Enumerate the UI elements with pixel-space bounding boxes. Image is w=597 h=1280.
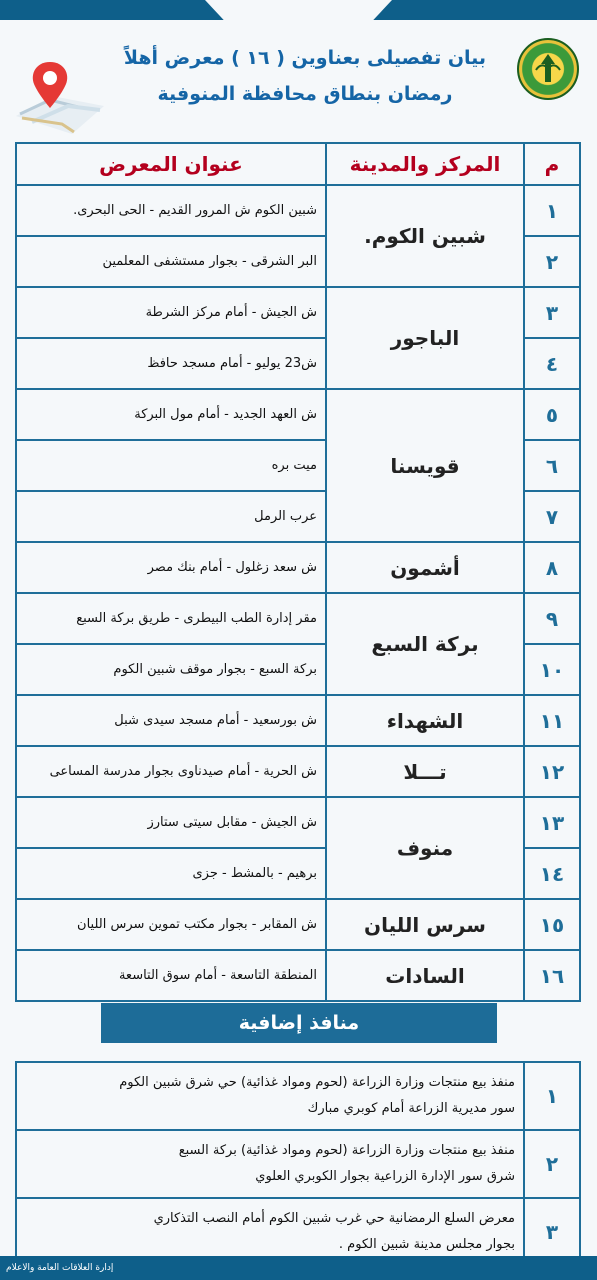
header-city: المركز والمدينة: [326, 143, 524, 185]
table-row: [16, 185, 580, 236]
table-row: [16, 1062, 580, 1130]
row-number: ١: [524, 185, 580, 236]
table-row: [16, 287, 580, 338]
row-number: ٥: [524, 389, 580, 440]
footer-text: إدارة العلاقات العامة والاعلام: [6, 1263, 114, 1273]
row-address: مقر إدارة الطب البيطرى - طريق بركة السبع: [16, 593, 326, 644]
outlet-line: سور مديرية الزراعة أمام كوبري مبارك: [307, 1101, 515, 1116]
row-address: عرب الرمل: [16, 491, 326, 542]
row-number: ٢: [524, 236, 580, 287]
city-name: الباجور: [326, 287, 524, 389]
row-number: ١٥: [524, 899, 580, 950]
table-row: [16, 542, 580, 593]
outlet-line: منفذ بيع منتجات وزارة الزراعة (لحوم ومواد غذائية) حي شرق شبين الكوم: [119, 1075, 515, 1090]
row-number: ١: [524, 1062, 580, 1130]
row-address: برهيم - بالمشط - جزى: [16, 848, 326, 899]
city-name: قويسنا: [326, 389, 524, 542]
row-number: ٣: [524, 287, 580, 338]
row-number: ١٤: [524, 848, 580, 899]
extra-outlets-heading: منافذ إضافية: [101, 1003, 497, 1043]
exhibitions-table: [15, 142, 581, 1002]
map-pin-icon: [12, 50, 108, 140]
row-address: ش بورسعيد - أمام مسجد سيدى شبل: [16, 695, 326, 746]
row-address: المنطقة التاسعة - أمام سوق التاسعة: [16, 950, 326, 1001]
table-header-row: [16, 143, 580, 185]
row-address: بركة السبع - بجوار موقف شبين الكوم: [16, 644, 326, 695]
row-address: ش الجيش - أمام مركز الشرطة: [16, 287, 326, 338]
footer-band: [0, 1256, 597, 1280]
row-number: ٩: [524, 593, 580, 644]
outlet-line: شرق سور الإدارة الزراعية بجوار الكوبري العلوي: [255, 1169, 515, 1184]
row-address: ميت بره: [16, 440, 326, 491]
table-row: [16, 797, 580, 848]
logo-emblem-icon: [517, 38, 579, 100]
row-number: ٧: [524, 491, 580, 542]
city-name: شبين الكوم.: [326, 185, 524, 287]
row-address: ش المقابر - بجوار مكتب تموين سرس الليان: [16, 899, 326, 950]
table-row: [16, 899, 580, 950]
row-address: ش23 يوليو - أمام مسجد حافظ: [16, 338, 326, 389]
page-title: بيان تفصيلى بعناوين ( ١٦ ) معرض أهلاً رمضان بنطاق محافظة المنوفية: [123, 47, 487, 105]
outlet-line: منفذ بيع منتجات وزارة الزراعة (لحوم ومواد غذائية) بركة السبع: [178, 1143, 515, 1158]
outlet-line: معرض السلع الرمضانية حي غرب شبين الكوم أمام النصب التذكاري: [153, 1211, 515, 1226]
table-row: [16, 695, 580, 746]
header-num: م: [524, 143, 580, 185]
row-number: ١٦: [524, 950, 580, 1001]
row-number: ١١: [524, 695, 580, 746]
row-number: ١٢: [524, 746, 580, 797]
city-name: الشهداء: [326, 695, 524, 746]
table-row: [16, 389, 580, 440]
top-notch: [205, 0, 392, 20]
city-name: منوف: [326, 797, 524, 899]
outlet-address: [16, 1062, 524, 1130]
row-number: ٤: [524, 338, 580, 389]
city-name: السادات: [326, 950, 524, 1001]
table-row: [16, 950, 580, 1001]
row-number: ٢: [524, 1130, 580, 1198]
city-name: سرس الليان: [326, 899, 524, 950]
row-number: ٣: [524, 1198, 580, 1266]
row-address: شبين الكوم ش المرور القديم - الحى البحرى.: [16, 185, 326, 236]
table-row: [16, 1130, 580, 1198]
header-address: عنوان المعرض: [16, 143, 326, 185]
table-row: [16, 593, 580, 644]
city-name: أشمون: [326, 542, 524, 593]
row-address: ش الحرية - أمام صيدناوى بجوار مدرسة المساعى: [16, 746, 326, 797]
row-number: ٨: [524, 542, 580, 593]
row-number: ١٣: [524, 797, 580, 848]
city-name: تـــلا: [326, 746, 524, 797]
city-name: بركة السبع: [326, 593, 524, 695]
row-address: ش العهد الجديد - أمام مول البركة: [16, 389, 326, 440]
outlet-line: بجوار مجلس مدينة شبين الكوم .: [338, 1237, 515, 1252]
table-row: [16, 746, 580, 797]
row-address: ش الجيش - مقابل سيتى ستارز: [16, 797, 326, 848]
outlet-address: [16, 1130, 524, 1198]
row-number: ١٠: [524, 644, 580, 695]
row-number: ٦: [524, 440, 580, 491]
row-address: البر الشرقى - بجوار مستشفى المعلمين: [16, 236, 326, 287]
row-address: ش سعد زغلول - أمام بنك مصر: [16, 542, 326, 593]
extra-outlets-table: [15, 1061, 581, 1267]
